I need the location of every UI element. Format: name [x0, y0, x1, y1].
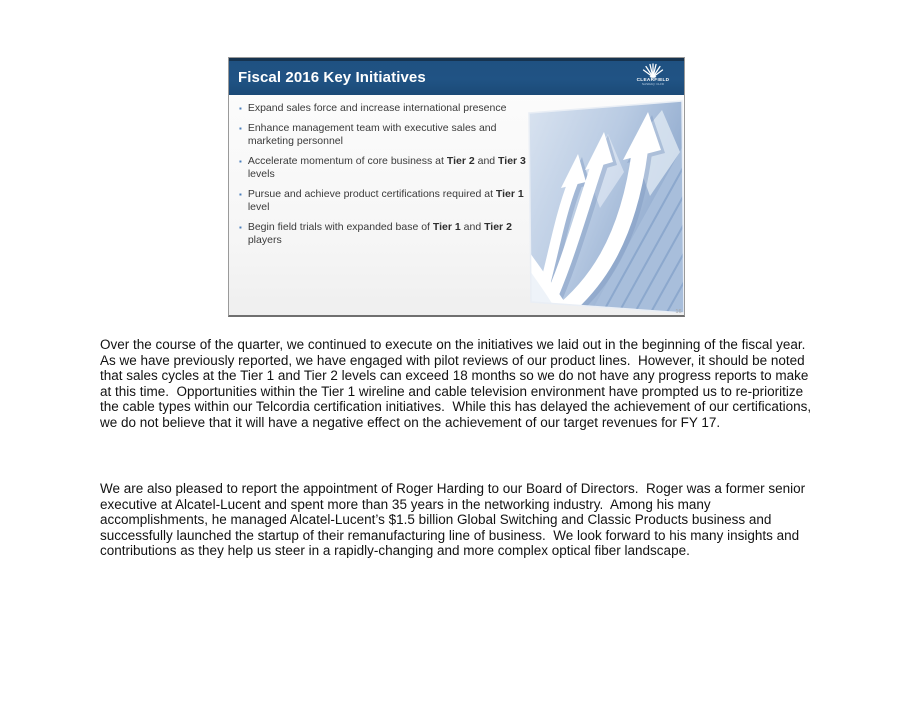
bullet-text: Pursue and achieve product certifications required at Tier 1 level	[247, 188, 524, 213]
shell-icon	[641, 63, 665, 78]
bullet-text: Expand sales force and increase international presence	[247, 102, 507, 114]
slide-page-number: 16	[675, 309, 682, 315]
logo-ticker: NASDAQ: CLFD	[641, 83, 665, 86]
slide-bullet	[239, 188, 531, 214]
slide-title: Fiscal 2016 Key Initiatives	[238, 69, 426, 86]
clearfield-logo	[628, 63, 678, 89]
slide-header	[229, 58, 684, 95]
body-paragraph-2: We are also pleased to report the appointment of Roger Harding to our Board of Directors. Roger was a former senior executive at Alcatel-Lucent and spent more than 35 years in the networking industry. Among his many accomplishments, he managed Alcatel-Lucent’s $1.5 billion Global Switching and Classic Products business and successfully launched the startup of their remanufacturing line of business. We look forward to his many insights and contributions as they help us steer in a rapidly-changing and more complex optical fiber landscape.	[100, 481, 809, 559]
slide-bullet	[239, 102, 531, 115]
bullet-square-icon: ▪	[239, 157, 242, 166]
bullet-text: Accelerate momentum of core business at Tier 2 and Tier 3 levels	[247, 155, 526, 180]
bullet-square-icon: ▪	[239, 223, 242, 232]
logo-name: CLEARFIELD	[636, 78, 670, 83]
slide-bullet-list	[239, 102, 531, 254]
body-paragraph-1: Over the course of the quarter, we continued to execute on the initiatives we laid out in the beginning of the fiscal year. As we have previously reported, we have engaged with pilot reviews of our product lines. However, it should be noted that sales cycles at the Tier 1 and Tier 2 levels can exceed 18 months so we do not have any progress reports to make at this time. Opportunities within the Tier 1 wireline and cable television environment have prompted us to re-prioritize the cable types within our Telcordia certification initiatives. While this has delayed the achievement of our certifications, we do not believe that it will have a negative effect on the achievement of our target revenues for FY 17.	[100, 337, 815, 430]
slide-bullet	[239, 221, 531, 247]
slide-bullet	[239, 122, 531, 148]
bullet-text: Enhance management team with executive sales and marketing personnel	[247, 122, 497, 147]
bullet-square-icon: ▪	[239, 124, 242, 133]
bullet-text: Begin field trials with expanded base of Tier 1 and Tier 2 players	[247, 221, 512, 246]
slide-bullet	[239, 155, 531, 181]
bullet-square-icon: ▪	[239, 104, 242, 113]
bullet-square-icon: ▪	[239, 190, 242, 199]
growth-arrows-image	[528, 100, 684, 314]
slide-image	[228, 57, 685, 317]
